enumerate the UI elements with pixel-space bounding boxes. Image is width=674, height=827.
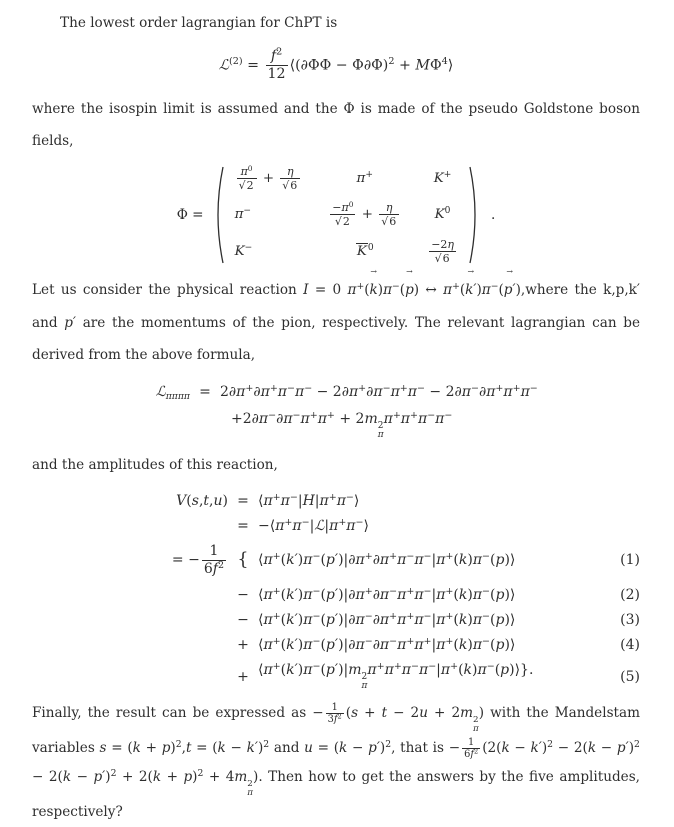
lagrangian-lhs: ℒ$_{\pi\pi\pi\pi}$ bbox=[155, 383, 190, 402]
equation-number-4: (4) bbox=[620, 636, 640, 653]
amplitude-term: ⟨π+(k′)π−(p′)|∂π−∂π+π+π−|π+(k)π−(p)⟩ bbox=[258, 610, 516, 628]
paragraph-amplitudes-intro: and the amplitudes of this reaction, bbox=[32, 456, 278, 473]
matrix-left-paren-icon bbox=[211, 164, 225, 266]
equals-sign: = bbox=[237, 493, 249, 510]
lagrangian-line-2: +2∂π−∂π−π+π+ + 2m 2 π π+π+π−π− bbox=[231, 409, 453, 441]
phi-matrix-equation bbox=[32, 164, 640, 266]
equation-amplitude-block bbox=[32, 493, 640, 691]
plus-sign: + bbox=[237, 668, 249, 685]
plus-sign: + bbox=[237, 636, 249, 653]
matrix-period: . bbox=[490, 206, 496, 223]
equation-pipi-lagrangian bbox=[32, 384, 640, 441]
equals-sign: = bbox=[237, 518, 249, 535]
equation-lagrangian-2: ℒ$^{(2)}$ = $\frac{f^2}{12}$ ⟨(∂ΦΦ − $\Phi\partial\Phi)^2 + M\Phi^4⟩$ bbox=[218, 46, 454, 82]
amplitude-rhs-1: ⟨π+π−|H|π+π−⟩ bbox=[258, 491, 360, 510]
matrix-lhs: Φ = bbox=[176, 206, 204, 223]
amplitude-term: ⟨π+(k′)π−(p′)|∂π+∂π−π+π−|π+(k)π−(p)⟩ bbox=[258, 585, 516, 603]
equation-number-5: (5) bbox=[620, 668, 640, 685]
equation-number-1: (1) bbox=[620, 552, 640, 569]
equation-number-3: (3) bbox=[620, 611, 640, 628]
lagrangian-line-1: 2∂π+∂π+π−π− − 2∂π+∂π−π+π− − 2∂π−∂π+π+π− bbox=[220, 382, 538, 400]
minus-sign: − bbox=[237, 611, 249, 628]
matrix-cell: $K^0$ bbox=[356, 243, 374, 260]
open-brace: { bbox=[237, 550, 249, 571]
amplitude-term: ⟨π+(k′)π−(p′)|m 2 π π+π+π−π−|π+(k)π−(p)⟩}. bbox=[258, 660, 534, 692]
amplitude-rhs-2: −⟨π+π−|ℒ|π+π−⟩ bbox=[258, 516, 369, 535]
equals-sign: = bbox=[199, 383, 211, 400]
matrix-cell: $\frac{\pi^0}{√2}$ + $\frac{\eta}{√6}$ bbox=[235, 165, 303, 192]
amplitude-term: ⟨π+(k′)π−(p′)|∂π+∂π+π−π−|π+(k)π−(p)⟩ bbox=[258, 551, 516, 569]
matrix-cell: K+ bbox=[433, 170, 452, 187]
paragraph-reaction: Let us consider the physical reaction I = 0 π+(k → )π−(p → ) ↔ π+(k′ → )π−(p′ → ),where the k,p,k′ and p′ are the momentums of the pion, respectively. The relevant lagrangian can be derived from the above formula, bbox=[32, 267, 640, 364]
phi-matrix bbox=[232, 165, 461, 265]
matrix-cell: π+ bbox=[356, 170, 373, 187]
paragraph-final-question: Finally, the result can be expressed as − $\frac{1}{3f^2}$ (s + t − 2u + 2m 2 π ) with the Mandelstam variables $s = (k + p)^2,t = (k - k')^2$ and $u = (k - p')^2$, that is − $\frac{1}{6f^2}$ ($2(k - k')^2 - 2(k - p')^2 - 2(k - p')^2 + 2(k + p)^2 + 4m$ 2 π ). Then how to get the answers by the five amplitudes, respectively? bbox=[32, 701, 641, 821]
minus-sign: − bbox=[237, 586, 249, 603]
amplitude-lhs: V(s,t,u) bbox=[176, 493, 228, 510]
paragraph-isospin: where the isospin limit is assumed and the Φ is made of the pseudo Goldstone boson fields, bbox=[32, 100, 640, 150]
paragraph-intro: The lowest order lagrangian for ChPT is bbox=[60, 15, 338, 31]
matrix-cell: K− bbox=[234, 242, 253, 259]
matrix-cell: π− bbox=[234, 206, 252, 223]
amplitude-term: ⟨π+(k′)π−(p′)|∂π−∂π−π+π+|π+(k)π−(p)⟩ bbox=[258, 635, 516, 653]
matrix-cell: $\frac{-\pi^0}{√2}$ + $\frac{\eta}{√6}$ bbox=[328, 201, 401, 228]
matrix-cell: $K^0$ bbox=[434, 206, 451, 223]
amplitude-prefactor: = − $\frac{1}{6f^2}$ bbox=[171, 543, 224, 577]
equation-number-2: (2) bbox=[620, 586, 640, 603]
matrix-right-paren-icon bbox=[468, 164, 482, 266]
matrix-cell: $\frac{-2\eta}{√6}$ bbox=[431, 237, 454, 265]
